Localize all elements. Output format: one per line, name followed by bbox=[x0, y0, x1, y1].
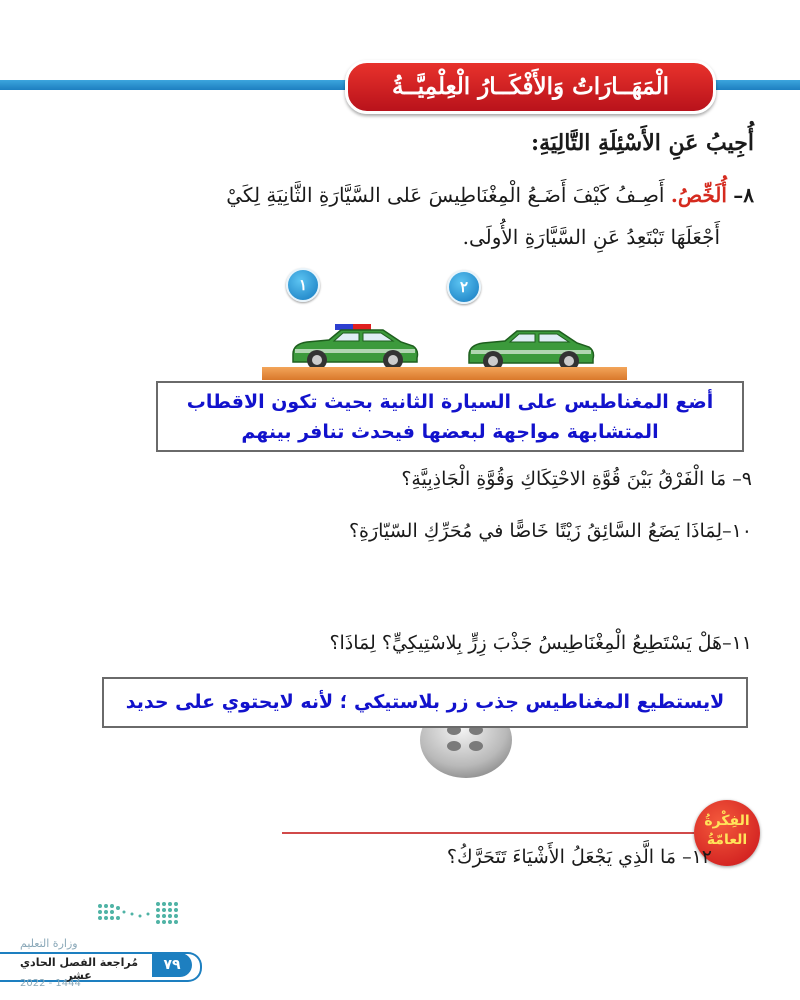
footer-chapter-title: مُراجعة الفصل الحادي عشر bbox=[19, 956, 139, 982]
section-title: الْمَهَــارَاتُ وَالأَفْكَــارُ الْعِلْمِيَّــةُ bbox=[392, 73, 669, 100]
police-car-icon bbox=[285, 322, 425, 372]
answer-8-line2: المتشابهة مواجهة لبعضها فيحدث تنافر بينهم bbox=[241, 421, 659, 443]
question-9: ٩– مَا الْفَرْقُ بَيْنَ قُوَّةِ الاحْتِكَاكِ وَقُوَّةِ الْجَاذِبِيَّةِ؟ bbox=[401, 468, 752, 490]
green-car-icon bbox=[463, 327, 603, 372]
question-8-line1: أَصِـفُ كَيْفَ أَضَـعُ الْمِغْنَاطِيسَ عَلى السَّيَّارَةِ الثَّانِيَةِ لِكَيْ bbox=[226, 183, 665, 207]
edition-year: 2022 - 1444 bbox=[20, 978, 81, 989]
big-idea-line2: العامّةُ bbox=[706, 832, 748, 848]
question-8-line2: أَجْعَلَهَا تَبْتَعِدُ عَنِ السَّيَّارَةِ الأُولَى. bbox=[462, 225, 720, 249]
question-11: ١١–هَلْ يَسْتَطِيعُ الْمِغْنَاطِيسُ جَذْبَ زِرٍّ بِلاسْتِيكِيٍّ؟ لِمَاذَا؟ bbox=[329, 632, 752, 654]
answer-box-question-11 bbox=[102, 677, 748, 728]
question-10: ١٠–لِمَاذَا يَضَعُ السَّائِقُ زَيْتًا خَاصًّا في مُحَرِّكِ السّيّارَةِ؟ bbox=[348, 520, 752, 542]
question-8 bbox=[14, 183, 754, 207]
question-8-number: ٨– bbox=[733, 183, 754, 207]
answer-8-text bbox=[158, 383, 742, 447]
car-2-number-badge: ٢ bbox=[447, 270, 481, 304]
car-1-number-badge: ١ bbox=[286, 268, 320, 302]
ministry-name: وزارة التعليم bbox=[20, 937, 78, 950]
question-8-keyword: أُلَخِّصُ. bbox=[670, 183, 727, 207]
ground-strip bbox=[262, 367, 627, 380]
answer-11-text: لايستطيع المغناطيس جذب زر بلاستيكي ؛ لأنه لايحتوي على حديد bbox=[125, 691, 725, 713]
answer-box-question-8 bbox=[156, 381, 744, 452]
answer-8-line1: أضع المغناطيس على السيارة الثانية بحيث تكون الاقطاب bbox=[186, 391, 714, 413]
section-title-banner bbox=[345, 60, 716, 114]
question-12: ١٢– مَا الَّذِي يَجْعَلُ الأَشْيَاءَ تَتَحَرَّكُ؟ bbox=[446, 846, 712, 868]
page-number: ٧٩ bbox=[152, 953, 192, 977]
instruction-text: أُجِيبُ عَنِ الأَسْئِلَةِ التَّالِيَةِ: bbox=[530, 130, 754, 156]
big-idea-line1: الفِكْرةُ bbox=[704, 813, 750, 829]
big-idea-divider bbox=[282, 832, 694, 834]
